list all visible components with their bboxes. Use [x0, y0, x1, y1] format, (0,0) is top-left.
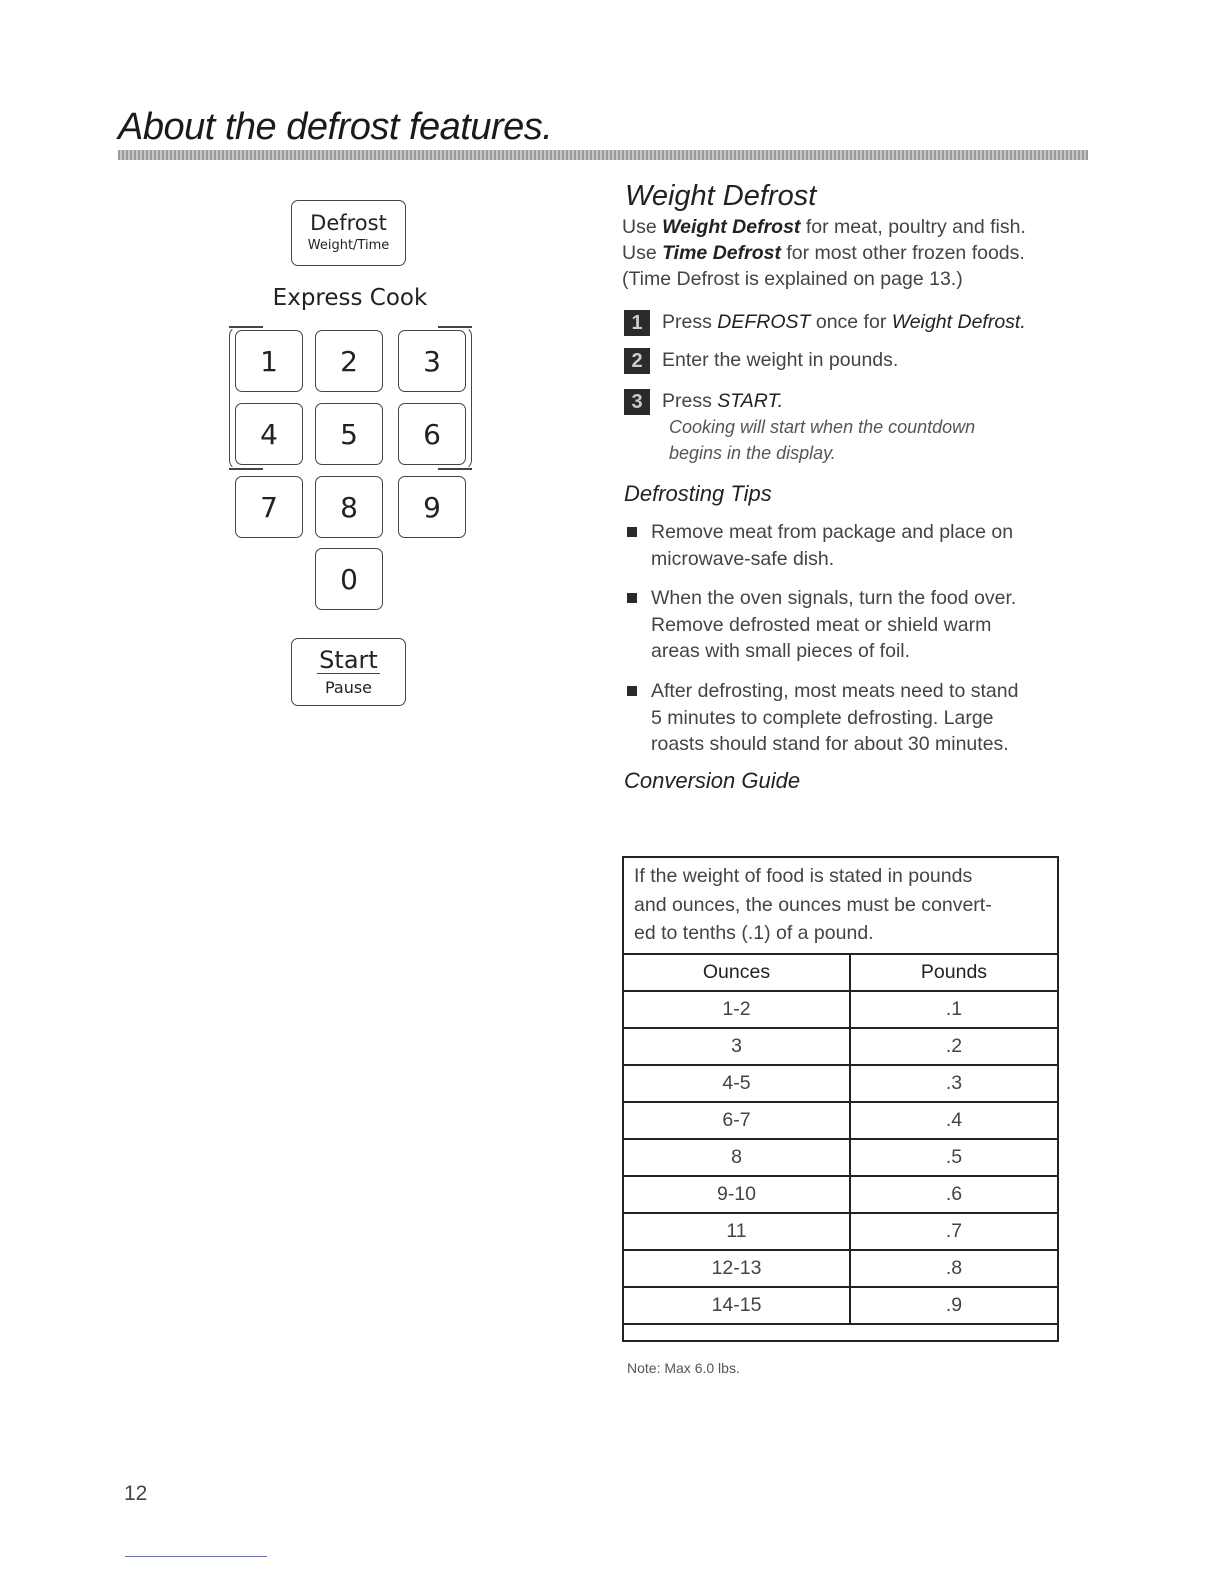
start-pause-key	[291, 638, 406, 706]
intro-line: Use Weight Defrost for meat, poultry and fish.	[622, 216, 1026, 238]
step-2-text: Enter the weight in pounds.	[662, 349, 899, 371]
number-key-5: 5	[315, 403, 383, 465]
pause-key-label: Pause	[324, 677, 373, 697]
express-cook-label: Express Cook	[272, 285, 428, 311]
number-key-9: 9	[398, 476, 466, 538]
defrost-key	[291, 200, 406, 266]
table-row: 12-13 .8	[623, 1250, 1058, 1287]
step-number-3: 3	[624, 389, 650, 415]
column-header-ounces: Ounces	[623, 954, 850, 991]
step-number-1: 1	[624, 310, 650, 336]
step-1-text: Press DEFROST once for Weight Defrost.	[662, 311, 1026, 333]
table-row: 8 .5	[623, 1139, 1058, 1176]
column-header-pounds: Pounds	[850, 954, 1058, 991]
defrost-key-sublabel: Weight/Time	[307, 238, 390, 253]
max-weight-note: Note: Max 6.0 lbs.	[627, 1360, 740, 1376]
tip-item: Remove meat from package and place on microwave-safe dish.	[651, 521, 1014, 570]
number-key-6: 6	[398, 403, 466, 465]
table-header-row	[623, 954, 1058, 991]
defrosting-tips-heading: Defrosting Tips	[624, 481, 772, 506]
bullet-icon	[627, 593, 637, 603]
conversion-guide-heading: Conversion Guide	[624, 768, 801, 793]
page-number: 12	[124, 1482, 148, 1505]
intro-line: Use Time Defrost for most other frozen foods.	[622, 242, 1025, 264]
number-key-0: 0	[315, 548, 383, 610]
bullet-icon	[627, 527, 637, 537]
number-key-7: 7	[235, 476, 303, 538]
bracket-corner	[438, 468, 472, 470]
number-key-8: 8	[315, 476, 383, 538]
table-row: 4-5 .3	[623, 1065, 1058, 1102]
conversion-note: If the weight of food is stated in pounds and ounces, the ounces must be convert- ed to tenths (.1) of a pound.	[634, 865, 992, 944]
table-row: 9-10 .6	[623, 1176, 1058, 1213]
title-rule	[118, 150, 1088, 160]
step-3-text: Press START.	[662, 390, 784, 412]
tip-item: After defrosting, most meats need to stand 5 minutes to complete defrosting. Large roasts should stand for about 30 minutes.	[651, 680, 1019, 755]
intro-line: (Time Defrost is explained on page 13.)	[622, 268, 963, 290]
number-key-4: 4	[235, 403, 303, 465]
bracket-corner	[229, 326, 263, 328]
number-key-2: 2	[315, 330, 383, 392]
step-3-note: Cooking will start when the countdown begins in the display.	[669, 417, 976, 463]
table-row: 3 .2	[623, 1028, 1058, 1065]
page-title: About the defrost features.	[118, 106, 553, 148]
start-key-label: Start	[319, 645, 378, 674]
number-key-3: 3	[398, 330, 466, 392]
footer-rule	[125, 1556, 267, 1557]
conversion-table	[622, 953, 1059, 1325]
step-number-2: 2	[624, 348, 650, 374]
table-row: 6-7 .4	[623, 1102, 1058, 1139]
bracket-corner	[438, 326, 472, 328]
defrost-key-label: Defrost	[310, 211, 387, 235]
table-row: 11 .7	[623, 1213, 1058, 1250]
weight-defrost-intro	[622, 214, 1026, 292]
table-row: 14-15 .9	[623, 1287, 1058, 1324]
number-key-1: 1	[235, 330, 303, 392]
bullet-icon	[627, 686, 637, 696]
bracket-corner	[229, 468, 263, 470]
weight-defrost-heading: Weight Defrost	[625, 180, 817, 212]
table-row: 1-2 .1	[623, 991, 1058, 1028]
tip-item: When the oven signals, turn the food over. Remove defrosted meat or shield warm areas with small pieces of foil.	[651, 587, 1017, 662]
